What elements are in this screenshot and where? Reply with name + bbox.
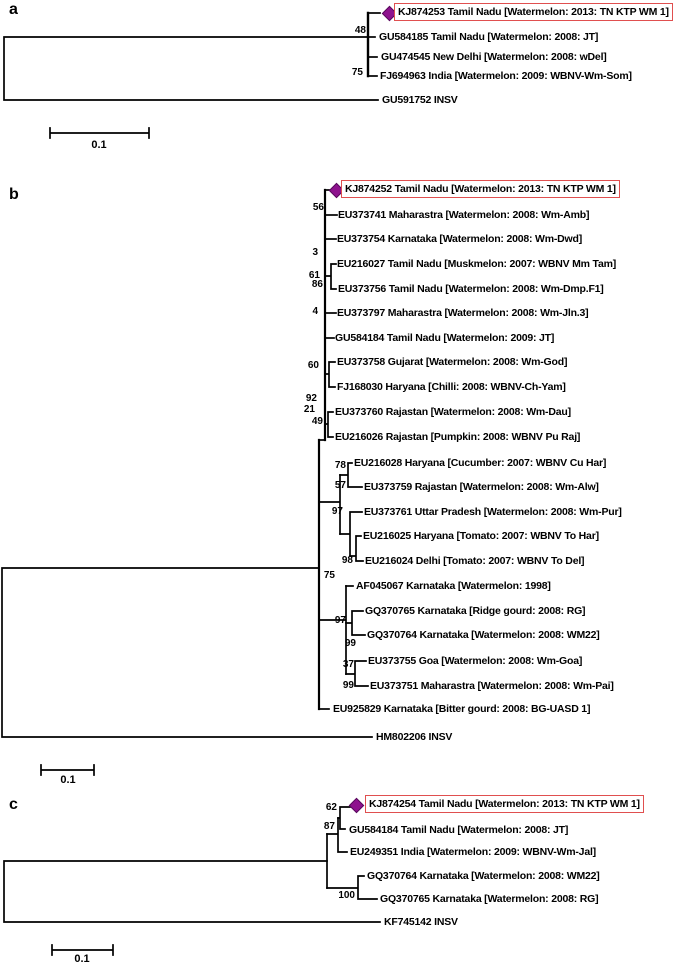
bootstrap-value: 49 [311, 416, 323, 427]
taxon-label: EU373754 Karnataka [Watermelon: 2008: Wm-Dwd] [337, 233, 583, 245]
bootstrap-value: 97 [334, 615, 346, 626]
bootstrap-value: 57 [334, 480, 346, 491]
bootstrap-value: 48 [354, 25, 366, 36]
taxon-label: GU591752 INSV [382, 94, 458, 106]
bootstrap-value: 60 [307, 360, 319, 371]
taxon-label: EU373797 Maharastra [Watermelon: 2008: Wm-Jln.3] [337, 307, 589, 319]
taxon-label: FJ168030 Haryana [Chilli: 2008: WBNV-Ch-Yam] [337, 381, 566, 393]
taxon-label: GQ370764 Karnataka [Watermelon: 2008: WM22] [367, 629, 600, 641]
taxon-label: EU373760 Rajastan [Watermelon: 2008: Wm-Dau] [335, 406, 571, 418]
bootstrap-value: 99 [342, 680, 354, 691]
highlighted-taxon-label: KJ874253 Tamil Nadu [Watermelon: 2013: TN KTP WM 1] [394, 3, 673, 21]
taxon-label: EU216028 Haryana [Cucumber: 2007: WBNV Cu Har] [354, 457, 607, 469]
bootstrap-value: 75 [351, 67, 363, 78]
scalebar-label: 0.1 [60, 774, 76, 786]
taxon-label: GU584184 Tamil Nadu [Watermelon: 2008: JT] [349, 824, 569, 836]
taxon-label: EU373751 Maharastra [Watermelon: 2008: Wm-Pai] [370, 680, 614, 692]
bootstrap-value: 100 [338, 890, 355, 901]
bootstrap-value: 97 [331, 506, 343, 517]
bootstrap-value: 61 [308, 270, 320, 281]
taxon-label: HM802206 INSV [376, 731, 453, 743]
bootstrap-value: 62 [325, 802, 337, 813]
taxon-label: GU474545 New Delhi [Watermelon: 2008: wDel] [381, 51, 607, 63]
panel-c-root-branches [4, 861, 380, 922]
taxon-label: GQ370764 Karnataka [Watermelon: 2008: WM22] [367, 870, 600, 882]
taxon-label: GU584185 Tamil Nadu [Watermelon: 2008: JT] [379, 31, 599, 43]
highlighted-taxon-label: KJ874252 Tamil Nadu [Watermelon: 2013: TN KTP WM 1] [341, 180, 620, 198]
taxon-label: EU216026 Rajastan [Pumpkin: 2008: WBNV Pu Raj] [335, 431, 581, 443]
bootstrap-value: 3 [312, 247, 318, 258]
taxon-label: EU925829 Karnataka [Bitter gourd: 2008: BG-UASD 1] [333, 703, 591, 715]
bootstrap-value: 86 [311, 279, 323, 290]
taxon-label: EU373761 Uttar Pradesh [Watermelon: 2008: Wm-Pur] [364, 506, 622, 518]
panel-label-a: a [9, 1, 18, 18]
taxon-label: GQ370765 Karnataka [Watermelon: 2008: RG] [380, 893, 599, 905]
panel-a-root-branches [4, 37, 378, 100]
bootstrap-value: 92 [305, 393, 317, 404]
taxon-label: EU373759 Rajastan [Watermelon: 2008: Wm-Alw] [364, 481, 599, 493]
panel-b-root-branches [2, 568, 372, 737]
panel-label-b: b [9, 186, 19, 203]
taxon-label: EU216027 Tamil Nadu [Muskmelon: 2007: WBNV Mm Tam] [337, 258, 617, 270]
bootstrap-value: 37 [342, 659, 354, 670]
bootstrap-value: 87 [323, 821, 335, 832]
scalebar-label: 0.1 [91, 139, 107, 151]
panel-a-scalebar [50, 128, 149, 138]
taxon-label: EU373758 Gujarat [Watermelon: 2008: Wm-God] [337, 356, 568, 368]
panel-label-c: c [9, 796, 18, 813]
taxon-label: EU216024 Delhi [Tomato: 2007: WBNV To Del] [365, 555, 585, 567]
bootstrap-value: 21 [303, 404, 315, 415]
taxon-label: EU216025 Haryana [Tomato: 2007: WBNV To Har] [363, 530, 599, 542]
taxon-label: EU249351 India [Watermelon: 2009: WBNV-Wm-Jal] [350, 846, 596, 858]
bootstrap-value: 78 [334, 460, 346, 471]
taxon-label: KF745142 INSV [384, 916, 458, 928]
taxon-label: EU373741 Maharastra [Watermelon: 2008: Wm-Amb] [338, 209, 590, 221]
taxon-label: FJ694963 India [Watermelon: 2009: WBNV-Wm-Som] [380, 70, 632, 82]
bootstrap-value: 99 [344, 638, 356, 649]
taxon-label: AF045067 Karnataka [Watermelon: 1998] [356, 580, 551, 592]
taxon-label: GU584184 Tamil Nadu [Watermelon: 2009: JT] [335, 332, 555, 344]
taxon-label: EU373755 Goa [Watermelon: 2008: Wm-Goa] [368, 655, 583, 667]
bootstrap-value: 98 [341, 555, 353, 566]
bootstrap-value: 4 [312, 306, 318, 317]
bootstrap-value: 56 [312, 202, 324, 213]
taxon-label: GQ370765 Karnataka [Ridge gourd: 2008: RG] [365, 605, 586, 617]
scalebar-label: 0.1 [74, 953, 90, 965]
bootstrap-value: 75 [323, 570, 335, 581]
highlighted-taxon-label: KJ874254 Tamil Nadu [Watermelon: 2013: TN KTP WM 1] [365, 795, 644, 813]
taxon-label: EU373756 Tamil Nadu [Watermelon: 2008: Wm-Dmp.F1] [338, 283, 604, 295]
